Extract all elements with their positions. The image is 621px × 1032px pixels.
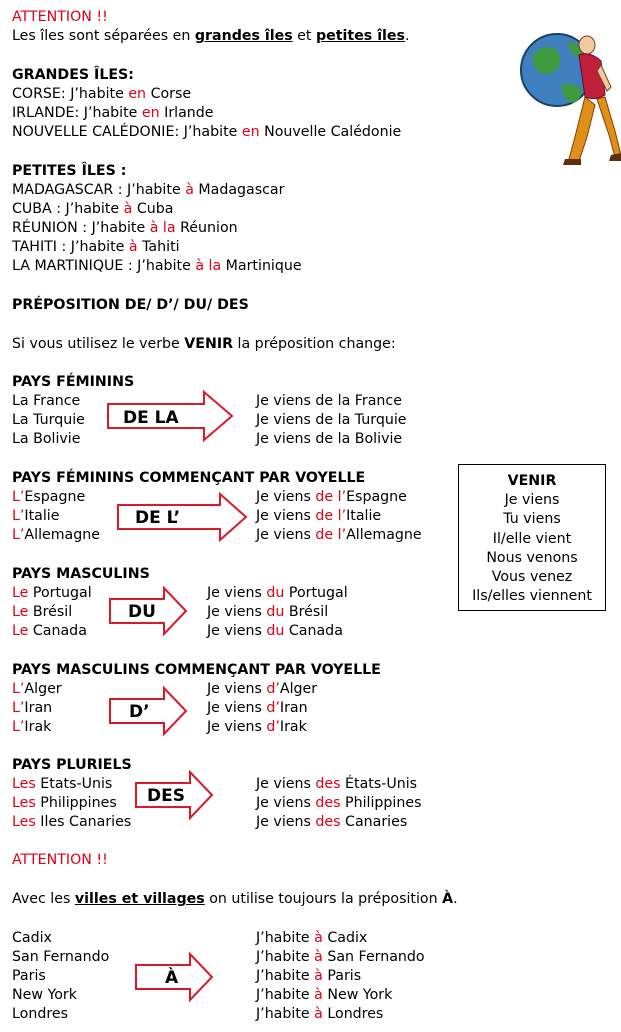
petites-iles-term: petites îles xyxy=(315,28,405,44)
masc-voyelle-right-1: Je viens d’Alger xyxy=(207,681,318,697)
grandes-item-3: NOUVELLE CALÉDONIE: J’habite en Nouvelle Calédonie xyxy=(12,124,402,140)
pluriels-title: PAYS PLURIELS xyxy=(12,757,132,773)
pluriels-left-3: Les Iles Canaries xyxy=(12,814,132,830)
intro-line xyxy=(12,27,410,46)
grandes-iles-term: grandes îles xyxy=(194,28,293,44)
masc-voyelle-title: PAYS MASCULINS COMMENÇANT PAR VOYELLE xyxy=(12,662,381,678)
arrow-label-d: D’ xyxy=(129,702,150,722)
arrow-label-de-la: DE LA xyxy=(123,408,179,428)
fem-voyelle-right-1: Je viens de l’Espagne xyxy=(256,489,407,505)
fem-voyelle-right-3: Je viens de l’Allemagne xyxy=(256,527,422,543)
masculins-left-1: Le Portugal xyxy=(12,585,92,601)
grandes-item-2: IRLANDE: J’habite en Irlande xyxy=(12,105,214,121)
villes-intro: Avec les villes et villages on utilise toujours la préposition À. xyxy=(12,891,458,907)
villes-right-3: J’habite à Paris xyxy=(256,968,362,984)
fem-voyelle-right-2: Je viens de l’Italie xyxy=(256,508,382,524)
venir-form-6: Ils/elles viennent xyxy=(472,588,592,605)
attention-heading: ATTENTION !! xyxy=(12,9,108,25)
pluriels-left-1: Les Etats-Unis xyxy=(12,776,113,792)
venir-form-2: Tu viens xyxy=(503,511,561,528)
fem-voyelle-left-1: L’Espagne xyxy=(12,489,86,505)
venir-form-3: Il/elle vient xyxy=(492,530,572,547)
attention-heading-2: ATTENTION !! xyxy=(12,852,108,868)
arrow-label-de-l: DE L’ xyxy=(135,508,181,528)
intro-suffix: . xyxy=(405,28,410,44)
arrow-label-a: À xyxy=(165,968,179,988)
petites-item-1: MADAGASCAR : J’habite à Madagascar xyxy=(12,182,285,198)
feminins-right-2: Je viens de la Turquie xyxy=(256,412,407,428)
petites-item-2: CUBA : J’habite à Cuba xyxy=(12,201,174,217)
villes-left-4: New York xyxy=(12,987,77,1003)
pluriels-left-2: Les Philippines xyxy=(12,795,117,811)
venir-form-4: Nous venons xyxy=(486,549,578,566)
venir-conjugation-box xyxy=(458,464,606,611)
feminins-right-3: Je viens de la Bolivie xyxy=(256,431,403,447)
villes-left-2: San Fernando xyxy=(12,949,110,965)
villes-right-4: J’habite à New York xyxy=(256,987,393,1003)
villes-right-5: J’habite à Londres xyxy=(256,1006,384,1022)
petites-item-5: LA MARTINIQUE : J’habite à la Martinique xyxy=(12,258,302,274)
grandes-item-1: CORSE: J’habite en Corse xyxy=(12,86,192,102)
villes-left-1: Cadix xyxy=(12,930,52,946)
pluriels-right-2: Je viens des Philippines xyxy=(256,795,422,811)
arrow-label-des: DES xyxy=(147,786,185,806)
masc-voyelle-left-2: L’Iran xyxy=(12,700,53,716)
arrow-label-du: DU xyxy=(128,602,156,622)
masculins-left-2: Le Brésil xyxy=(12,604,73,620)
venir-form-1: Je viens xyxy=(504,492,560,509)
masculins-left-3: Le Canada xyxy=(12,623,87,639)
masculins-right-3: Je viens du Canada xyxy=(207,623,343,639)
fem-voyelle-left-3: L’Allemagne xyxy=(12,527,100,543)
fem-voyelle-title: PAYS FÉMININS COMMENÇANT PAR VOYELLE xyxy=(12,470,366,486)
feminins-title: PAYS FÉMININS xyxy=(12,374,135,390)
feminins-right-1: Je viens de la France xyxy=(256,393,402,409)
masculins-right-2: Je viens du Brésil xyxy=(207,604,329,620)
masc-voyelle-right-2: Je viens d’Iran xyxy=(207,700,308,716)
masc-voyelle-right-3: Je viens d’Irak xyxy=(207,719,307,735)
feminins-left-1: La France xyxy=(12,393,81,409)
masc-voyelle-left-1: L’Alger xyxy=(12,681,62,697)
villes-left-5: Londres xyxy=(12,1006,68,1022)
intro-mid: et xyxy=(292,28,316,44)
intro-prefix: Les îles sont séparées en xyxy=(12,28,195,44)
globe-traveler-icon xyxy=(515,25,621,170)
masculins-right-1: Je viens du Portugal xyxy=(207,585,348,601)
grandes-iles-title: GRANDES ÎLES: xyxy=(12,67,134,83)
petites-item-3: RÉUNION : J’habite à la Réunion xyxy=(12,220,238,236)
pluriels-right-1: Je viens des États-Unis xyxy=(256,776,418,792)
masculins-title: PAYS MASCULINS xyxy=(12,566,150,582)
feminins-left-3: La Bolivie xyxy=(12,431,81,447)
venir-box-title: VENIR xyxy=(507,473,557,489)
petites-iles-title: PETITES ÎLES : xyxy=(12,163,127,179)
fem-voyelle-left-2: L’Italie xyxy=(12,508,60,524)
villes-left-3: Paris xyxy=(12,968,46,984)
feminins-left-2: La Turquie xyxy=(12,412,85,428)
venir-form-5: Vous venez xyxy=(491,569,573,586)
masc-voyelle-left-3: L’Irak xyxy=(12,719,52,735)
pluriels-right-3: Je viens des Canaries xyxy=(256,814,408,830)
preposition-title: PRÉPOSITION DE/ D’/ DU/ DES xyxy=(12,297,249,313)
petites-item-4: TAHITI : J’habite à Tahiti xyxy=(12,239,180,255)
venir-intro: Si vous utilisez le verbe VENIR la préposition change: xyxy=(12,336,396,352)
villes-right-1: J’habite à Cadix xyxy=(256,930,368,946)
villes-right-2: J’habite à San Fernando xyxy=(256,949,425,965)
